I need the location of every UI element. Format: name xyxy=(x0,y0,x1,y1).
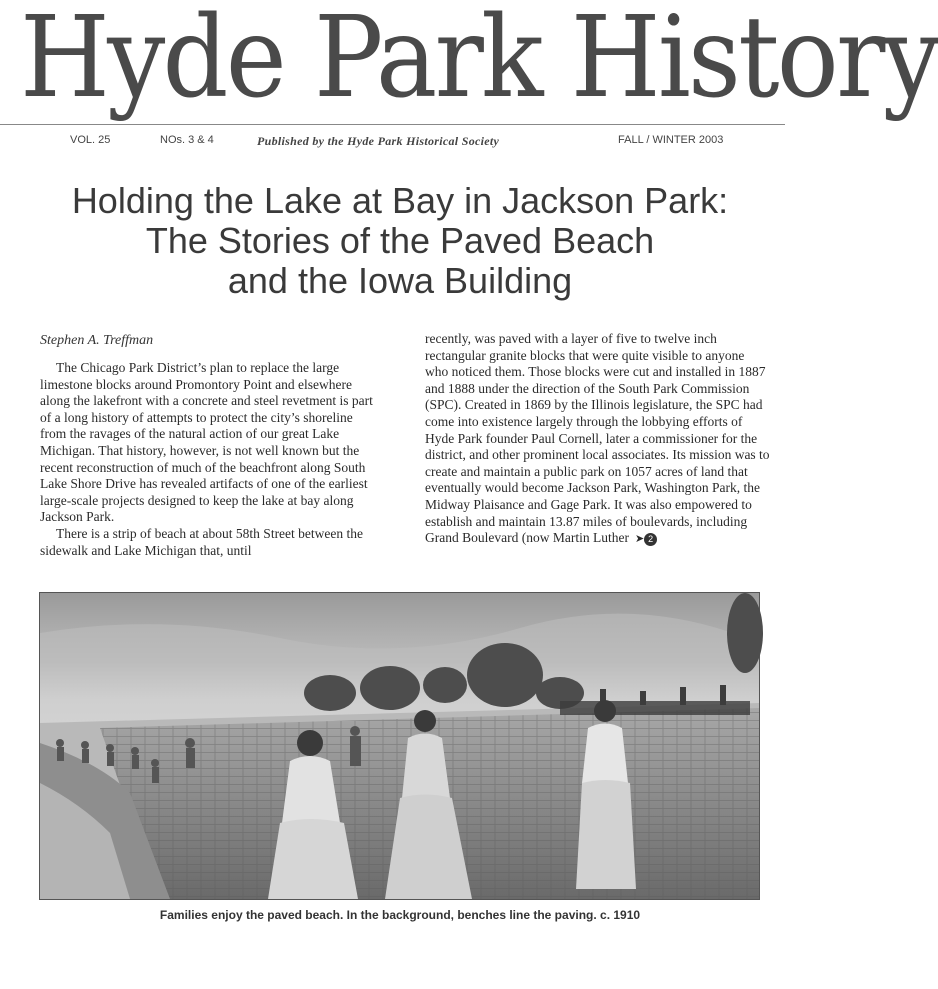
continued-arrow-icon: ➤ xyxy=(634,533,645,546)
paragraph-text: recently, was paved with a layer of five to twelve inch rectangular granite blocks that were quite visible to anyone who noticed them. Those blocks were cut and installed in 1887 and 1888 under the direction of the South Park Commission (SPC). Created in 1869 by the Illinois legislature, the SPC had come into existence largely through the lobbying efforts of Hyde Park founder Paul Cornell, later a commissioner for the district, and other prominent local associates. Its mission was to create and maintain a public park on 1057 acres of land that eventually would become Jackson Park, Washington Park, the Midway Plaisance and Gage Park. It was also empowered to establish and maintain 13.87 miles of boulevards, including Grand Boulevard (now Martin Luther xyxy=(425,331,770,546)
masthead-title: Hyde Park History xyxy=(20,0,938,123)
volume-label: VOL. 25 xyxy=(70,134,111,146)
headline-line: Holding the Lake at Bay in Jackson Park: xyxy=(71,180,729,221)
publisher-line: Published by the Hyde Park Historical Society xyxy=(257,134,500,148)
beach-photo xyxy=(39,592,760,900)
issue-numbers: NOs. 3 & 4 xyxy=(160,134,214,146)
photo-caption: Families enjoy the paved beach. In the background, benches line the paving. c. 1910 xyxy=(159,908,641,922)
article-column-left xyxy=(40,360,380,559)
byline: Stephen A. Treffman xyxy=(40,333,154,348)
paragraph: There is a strip of beach at about 58th Street between the sidewalk and Lake Michigan that, until xyxy=(40,525,364,558)
article-headline xyxy=(0,181,800,301)
continued-page-badge[interactable]: 2 xyxy=(644,533,657,546)
headline-line: The Stories of the Paved Beach xyxy=(145,220,655,261)
headline-line: and the Iowa Building xyxy=(227,260,573,301)
masthead-rule xyxy=(0,124,785,125)
paragraph-continued xyxy=(425,331,770,548)
beach-photo-illustration xyxy=(40,593,759,899)
season-label: FALL / WINTER 2003 xyxy=(618,134,724,146)
paragraph: The Chicago Park District’s plan to replace the large limestone blocks around Promontory Point and elsewhere along the lakefront with a concrete and steel revetment is part of a long history of attempts to protect the city’s shoreline from the ravages of the natural action of our great Lake Michigan. That history, however, is not well known but the recent reconstruction of much of the beachfront along South Lake Shore Drive has revealed artifacts of one of the earliest large-scale projects designed to keep the lake at bay along Jackson Park. xyxy=(40,360,373,525)
article-column-right xyxy=(425,331,770,548)
masthead xyxy=(0,0,938,160)
